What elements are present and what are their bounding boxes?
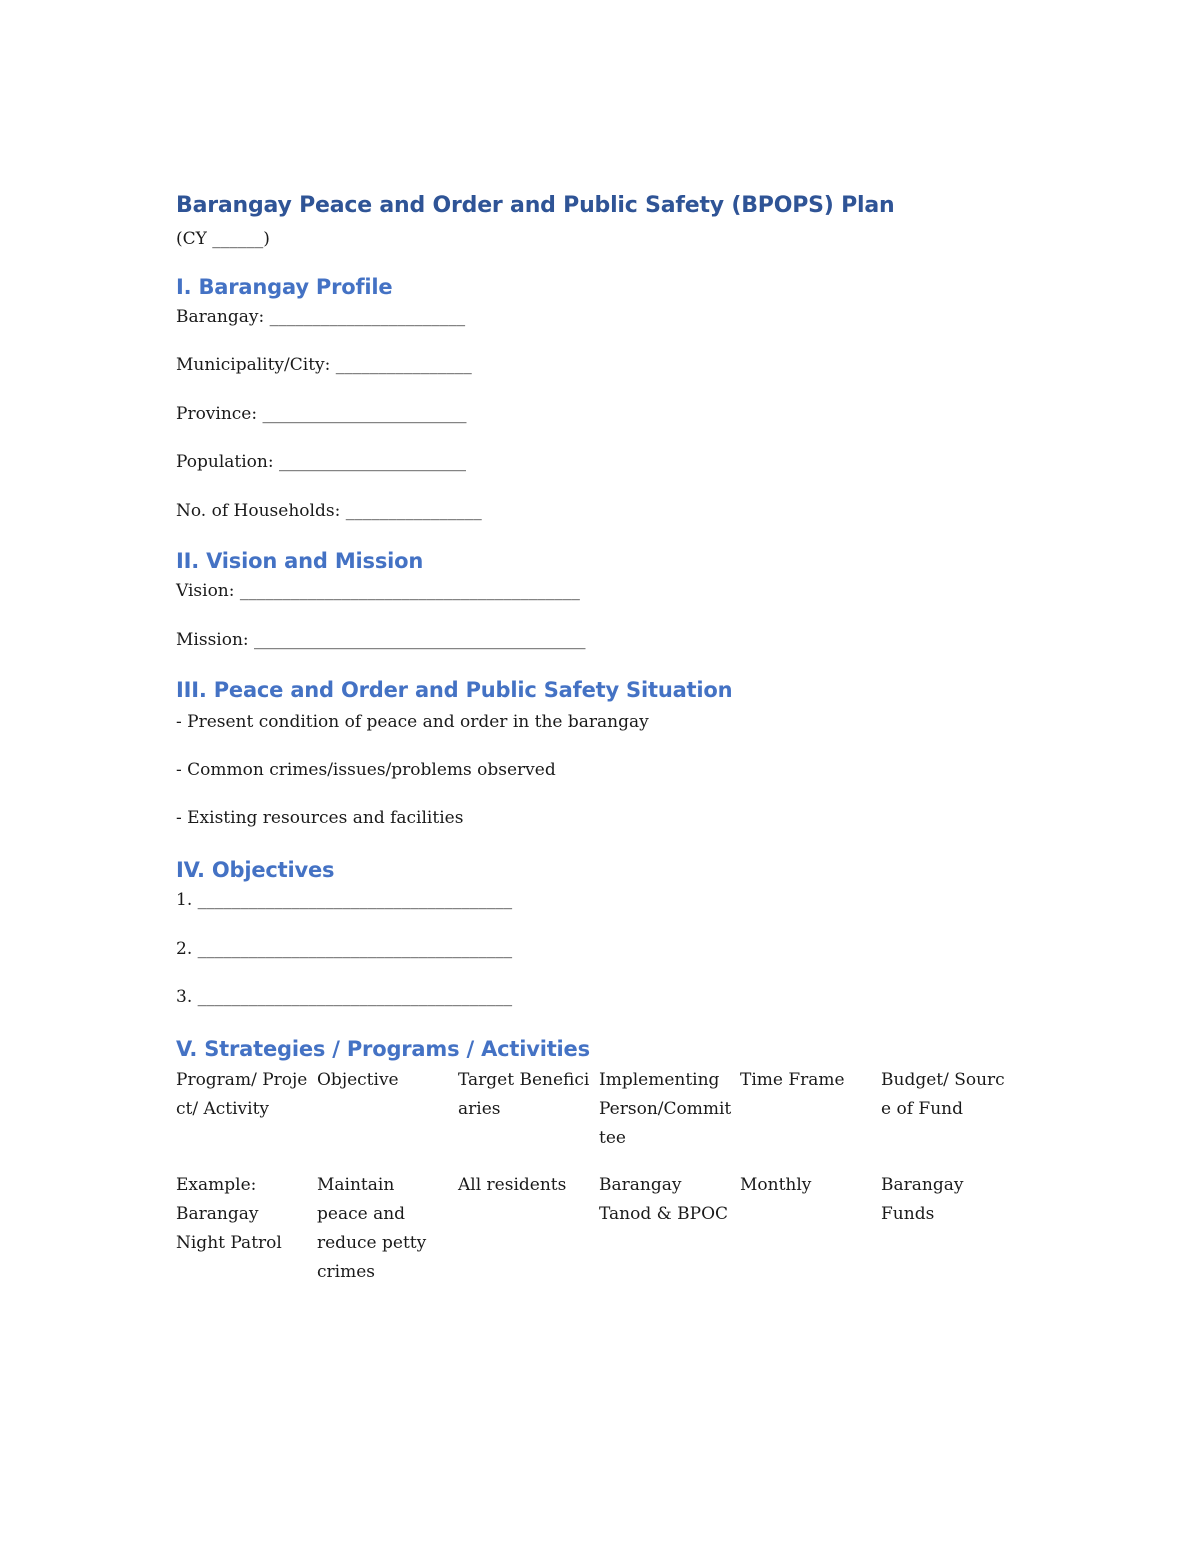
table-cell: Barangay Tanod & BPOC [599,1175,729,1224]
strategies-table [176,1066,1026,1287]
document-page [176,190,1026,1287]
table-cell: All residents [458,1175,567,1195]
situation-item: - Common crimes/issues/problems observed [176,760,556,780]
table-header-cell: Objective [317,1070,399,1090]
table-header-cell: Time Frame [740,1070,845,1090]
situation-item: - Present condition of peace and order in the barangay [176,712,649,732]
households-field: No. of Households: ________________ [176,501,482,521]
table-header-cell: Program/ Project/ Activity [176,1070,308,1119]
province-field: Province: ________________________ [176,404,467,424]
municipality-field: Municipality/City: ________________ [176,355,472,375]
situation-item: - Existing resources and facilities [176,808,464,828]
section-heading-profile: I. Barangay Profile [176,275,393,299]
section-heading-situation: III. Peace and Order and Public Safety Situation [176,678,733,702]
barangay-field: Barangay: _______________________ [176,307,466,327]
objective-item: 3. _____________________________________ [176,987,513,1007]
table-cell: Barangay Funds [881,1175,964,1224]
population-field: Population: ______________________ [176,452,466,472]
calendar-year-line: (CY ______) [176,229,270,249]
document-title: Barangay Peace and Order and Public Safety (BPOPS) Plan [176,193,895,218]
table-cell: Example: Barangay Night Patrol [176,1175,282,1253]
section-heading-objectives: IV. Objectives [176,858,335,882]
table-cell: Monthly [740,1175,812,1195]
table-header-cell: Implementing Person/Committee [599,1070,732,1148]
section-heading-vision: II. Vision and Mission [176,549,424,573]
objective-item: 1. _____________________________________ [176,890,513,910]
objective-item: 2. _____________________________________ [176,939,513,959]
table-header-cell: Target Beneficiaries [458,1070,590,1119]
table-cell: Maintain peace and reduce petty crimes [317,1175,427,1282]
vision-field: Vision: ________________________________________ [176,581,580,601]
section-heading-strategies: V. Strategies / Programs / Activities [176,1037,590,1061]
mission-field: Mission: _______________________________________ [176,630,586,650]
table-header-cell: Budget/ Source of Fund [881,1070,1005,1119]
